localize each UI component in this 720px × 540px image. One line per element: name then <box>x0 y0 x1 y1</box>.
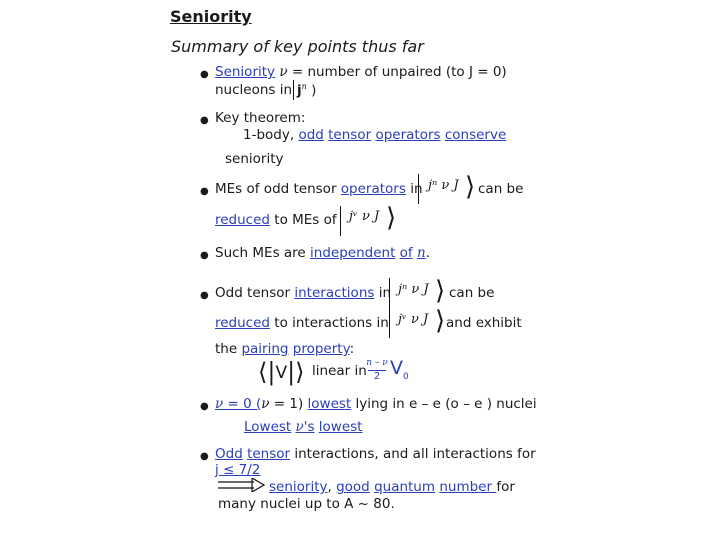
bullet-icon: ● <box>200 250 209 261</box>
operators-link-2[interactable]: operators <box>340 181 406 197</box>
bullet-5-line-1 <box>215 285 391 301</box>
odd-link[interactable]: odd <box>298 127 324 143</box>
reduced-link-2[interactable]: reduced <box>215 315 270 331</box>
tensor-link-2[interactable]: tensor <box>247 446 291 462</box>
property-link[interactable]: property <box>292 341 350 357</box>
lowest-link[interactable]: lowest <box>307 396 352 412</box>
tensor-link[interactable]: tensor <box>328 127 372 143</box>
operators-link[interactable]: operators <box>375 127 441 143</box>
odd-link-2[interactable]: Odd <box>215 446 243 462</box>
linear-in: linear in <box>312 363 367 379</box>
j-le-7-2-link[interactable]: j ≤ 7/2 <box>215 462 261 478</box>
nu-link[interactable]: ν <box>215 396 224 412</box>
bullet-icon: ● <box>200 115 209 126</box>
seniority-link[interactable]: Seniority <box>215 64 276 80</box>
bullet-5-exhibit: and exhibit <box>446 315 522 331</box>
ket-n: n <box>301 82 307 91</box>
ket-j: j <box>297 82 302 99</box>
bullet-2-line-3: seniority <box>225 151 284 167</box>
bullet-icon: ● <box>200 186 209 197</box>
good-link[interactable]: good <box>336 479 370 495</box>
bullet-5-line-3 <box>215 341 354 357</box>
bullet-5-can-be: can be <box>449 285 495 301</box>
ket-bar <box>293 80 294 100</box>
bullet-3-in: in <box>405 181 423 197</box>
ket-bar <box>389 308 390 338</box>
v0 <box>390 357 409 382</box>
bullet-7-line-1 <box>215 446 536 462</box>
bullet-5-the: the <box>215 341 242 357</box>
for-text: for <box>496 479 515 495</box>
number-link[interactable]: number <box>439 479 497 495</box>
conserve-link[interactable]: conserve <box>444 127 507 143</box>
ket-rangle: ⟩ <box>386 203 397 233</box>
ket-bar <box>340 206 341 236</box>
nu-symbol-2: ν <box>261 396 270 412</box>
ket-jn-nu-j-2: jⁿ ν J <box>398 282 429 297</box>
bullet-6-line-2 <box>244 419 362 435</box>
nu-link-2[interactable]: ν <box>295 419 304 435</box>
ket-rangle: ⟩ <box>435 276 446 306</box>
nu-symbol: ν <box>279 64 288 80</box>
quantum-link[interactable]: quantum <box>374 479 436 495</box>
bullet-4-text: Such MEs are <box>215 245 311 261</box>
pairing-link[interactable]: pairing <box>241 341 289 357</box>
comma: , <box>327 479 337 495</box>
ket-bar <box>389 278 390 308</box>
v0-v: V <box>390 357 403 379</box>
bullet-icon: ● <box>200 69 209 80</box>
ket-bar <box>418 174 419 204</box>
period: . <box>425 245 430 261</box>
bullet-5-to-int: to interactions in <box>269 315 389 331</box>
ket-rangle: ⟩ <box>465 172 476 202</box>
slide-title: Seniority <box>170 7 252 26</box>
bullet-1-text-2: nucleons in <box>215 82 293 98</box>
expect-v: ⟨|V|⟩ <box>258 358 305 386</box>
bullet-7-line-3 <box>269 479 515 495</box>
ket-rangle: ⟩ <box>435 306 446 336</box>
bullet-4 <box>215 245 430 261</box>
bullet-2-line-2 <box>243 127 506 143</box>
ket-j-n <box>297 82 316 99</box>
bullet-6-text: lying in e – e (o – e ) nuclei <box>351 396 537 412</box>
bullet-7-line-2 <box>215 462 260 478</box>
n-link[interactable]: n <box>416 245 426 261</box>
seniority-link-2[interactable]: seniority <box>269 479 328 495</box>
ket-jv-nu-j: jᵛ ν J <box>349 209 380 224</box>
reduced-link[interactable]: reduced <box>215 212 270 228</box>
ket-jv-nu-j-2: jᵛ ν J <box>398 312 429 327</box>
bullet-1-line-2 <box>215 82 292 98</box>
bullet-icon: ● <box>200 451 209 462</box>
bullet-5-in: in <box>374 285 392 301</box>
v0-sub: 0 <box>403 371 409 382</box>
close-paren: ) <box>311 82 317 99</box>
bullet-icon: ● <box>200 290 209 301</box>
bullet-3-line-1 <box>215 181 423 197</box>
bullet-7-line-4: many nuclei up to A ~ 80. <box>218 496 395 512</box>
bullet-5-text: Odd tensor <box>215 285 295 301</box>
lowest-link-2[interactable]: Lowest <box>244 419 292 435</box>
bullet-6-line-1 <box>215 396 537 412</box>
bullet-1-text: = number of unpaired (to J = 0) <box>287 64 507 80</box>
bullet-1-line-1 <box>215 64 507 80</box>
ket-jn-nu-j: jⁿ ν J <box>428 178 459 193</box>
frac-numerator: n – ν <box>366 358 388 368</box>
bullet-2-text: 1-body, <box>243 127 299 143</box>
lowest-link-3[interactable]: lowest <box>318 419 363 435</box>
slide-subtitle: Summary of key points thus far <box>171 37 424 56</box>
long-right-arrow-icon <box>216 478 266 492</box>
apostrophe-s-link[interactable]: 's <box>303 419 315 435</box>
bullet-7-text: interactions, and all interactions for <box>290 446 536 462</box>
independent-link[interactable]: independent <box>310 245 396 261</box>
frac-denominator: 2 <box>373 371 381 382</box>
bullet-3-to-mes: to MEs of <box>269 212 337 228</box>
interactions-link[interactable]: interactions <box>294 285 375 301</box>
bullet-3-can-be: can be <box>478 181 524 197</box>
bullet-3-text: MEs of odd tensor <box>215 181 341 197</box>
bullet-3-line-2 <box>215 212 337 228</box>
nu-eq-1: = 1) <box>269 396 308 412</box>
nu-eq-0-link[interactable]: = 0 ( <box>223 396 262 412</box>
bullet-2-line-1: Key theorem: <box>215 110 306 126</box>
v-symbol: V <box>275 363 288 383</box>
bullet-5-line-2 <box>215 315 389 331</box>
of-link[interactable]: of <box>399 245 413 261</box>
colon: : <box>349 341 355 357</box>
bullet-icon: ● <box>200 401 209 412</box>
